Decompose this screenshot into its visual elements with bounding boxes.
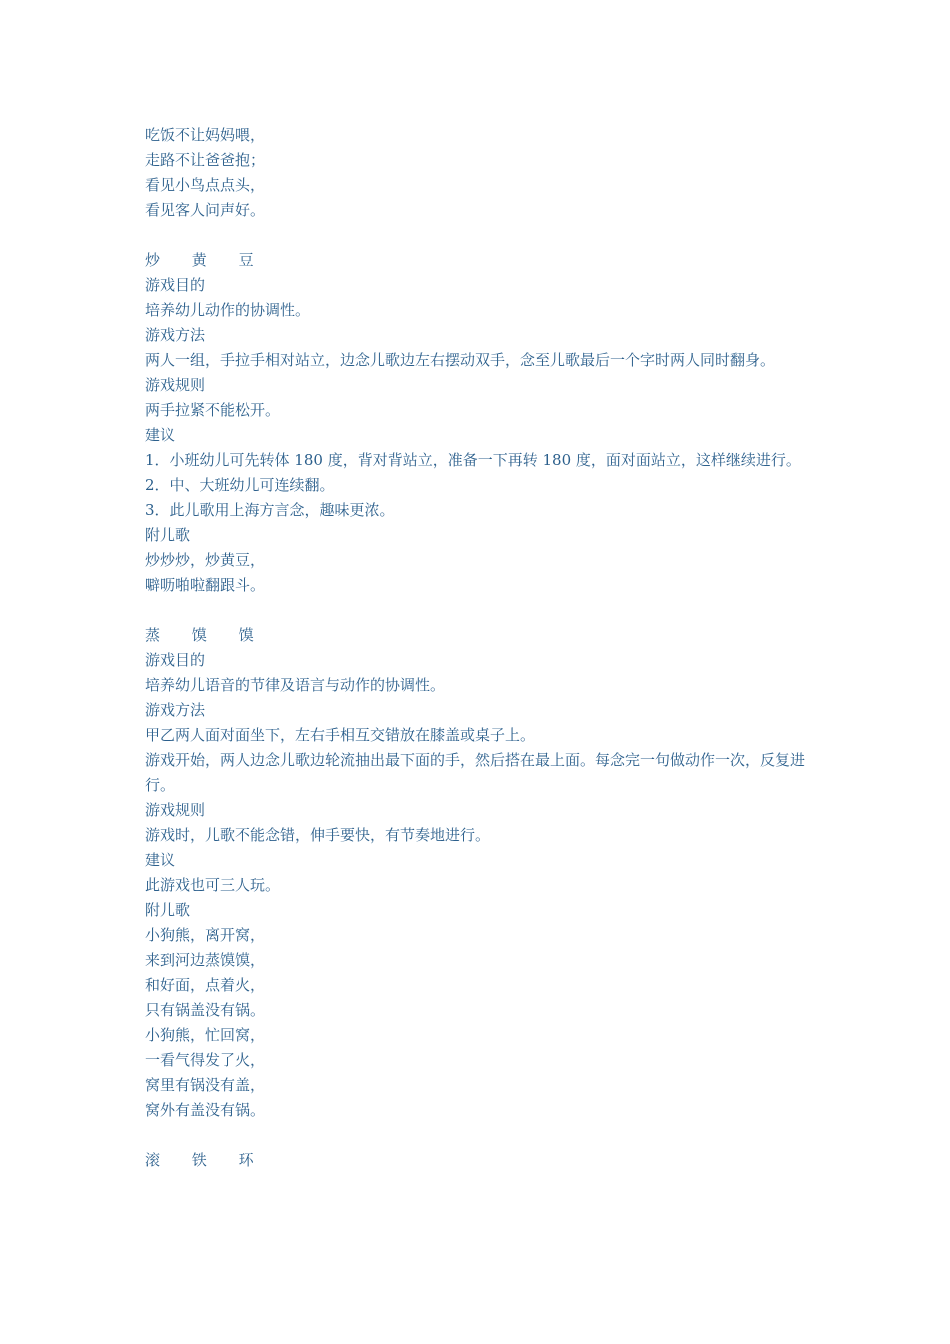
spacer bbox=[145, 1123, 815, 1148]
song-line: 窝外有盖没有锅。 bbox=[145, 1101, 266, 1119]
method-text: 游戏开始，两人边念儿歌边轮流抽出最下面的手，然后搭在最上面。每念完一句做动作一次，反复进行。 bbox=[145, 751, 806, 794]
method-heading: 游戏方法 bbox=[145, 701, 206, 719]
method-heading: 游戏方法 bbox=[145, 326, 206, 344]
poem-line: 走路不让爸爸抱； bbox=[145, 151, 266, 169]
title-char: 环 bbox=[238, 1151, 254, 1169]
song-line: 小狗熊，忙回窝， bbox=[145, 1026, 266, 1044]
game-title bbox=[145, 1148, 815, 1173]
method-text: 两人一组，手拉手相对站立，边念儿歌边左右摆动双手，念至儿歌最后一个字时两人同时翻身。 bbox=[145, 351, 776, 369]
title-char: 馍 bbox=[191, 626, 207, 644]
song-line: 噼呖啪啦翻跟斗。 bbox=[145, 576, 266, 594]
song-line: 只有锅盖没有锅。 bbox=[145, 1001, 266, 1019]
purpose-text: 培养幼儿动作的协调性。 bbox=[145, 301, 311, 319]
title-char: 炒 bbox=[145, 251, 161, 269]
song-line: 炒炒炒，炒黄豆， bbox=[145, 551, 266, 569]
spacer bbox=[145, 598, 815, 623]
song-heading: 附儿歌 bbox=[145, 526, 191, 544]
poem-line: 看见小鸟点点头， bbox=[145, 176, 266, 194]
document-page bbox=[145, 123, 815, 1173]
game-section-chao-huang-dou bbox=[145, 248, 815, 598]
song-heading: 附儿歌 bbox=[145, 901, 191, 919]
game-section-gun-tie-huan bbox=[145, 1148, 815, 1173]
title-char: 豆 bbox=[238, 251, 254, 269]
rules-heading: 游戏规则 bbox=[145, 801, 206, 819]
title-char: 蒸 bbox=[145, 626, 161, 644]
song-line: 小狗熊，离开窝， bbox=[145, 926, 266, 944]
poem-line: 看见客人问声好。 bbox=[145, 201, 266, 219]
rules-text: 两手拉紧不能松开。 bbox=[145, 401, 281, 419]
rules-heading: 游戏规则 bbox=[145, 376, 206, 394]
advice-item: 1．小班幼儿可先转体 180 度，背对背站立，准备一下再转 180 度，面对面站立，这样继续进行。 bbox=[145, 451, 801, 469]
game-title bbox=[145, 623, 815, 648]
advice-text: 此游戏也可三人玩。 bbox=[145, 876, 281, 894]
game-title bbox=[145, 248, 815, 273]
rules-text: 游戏时，儿歌不能念错，伸手要快，有节奏地进行。 bbox=[145, 826, 491, 844]
method-text: 甲乙两人面对面坐下，左右手相互交错放在膝盖或桌子上。 bbox=[145, 726, 536, 744]
advice-heading: 建议 bbox=[145, 851, 176, 869]
poem-line: 吃饭不让妈妈喂， bbox=[145, 126, 266, 144]
advice-heading: 建议 bbox=[145, 426, 176, 444]
song-line: 窝里有锅没有盖， bbox=[145, 1076, 266, 1094]
purpose-heading: 游戏目的 bbox=[145, 651, 206, 669]
advice-item: 2．中、大班幼儿可连续翻。 bbox=[145, 476, 335, 494]
song-line: 和好面，点着火， bbox=[145, 976, 266, 994]
top-poem bbox=[145, 123, 815, 223]
title-char: 铁 bbox=[191, 1151, 207, 1169]
advice-item: 3．此儿歌用上海方言念，趣味更浓。 bbox=[145, 501, 395, 519]
song-line: 来到河边蒸馍馍， bbox=[145, 951, 266, 969]
purpose-text: 培养幼儿语音的节律及语言与动作的协调性。 bbox=[145, 676, 446, 694]
purpose-heading: 游戏目的 bbox=[145, 276, 206, 294]
title-char: 馍 bbox=[238, 626, 254, 644]
song-line: 一看气得发了火， bbox=[145, 1051, 266, 1069]
title-char: 滚 bbox=[145, 1151, 161, 1169]
game-section-zheng-mo-mo bbox=[145, 623, 815, 1123]
title-char: 黄 bbox=[191, 251, 207, 269]
spacer bbox=[145, 223, 815, 248]
